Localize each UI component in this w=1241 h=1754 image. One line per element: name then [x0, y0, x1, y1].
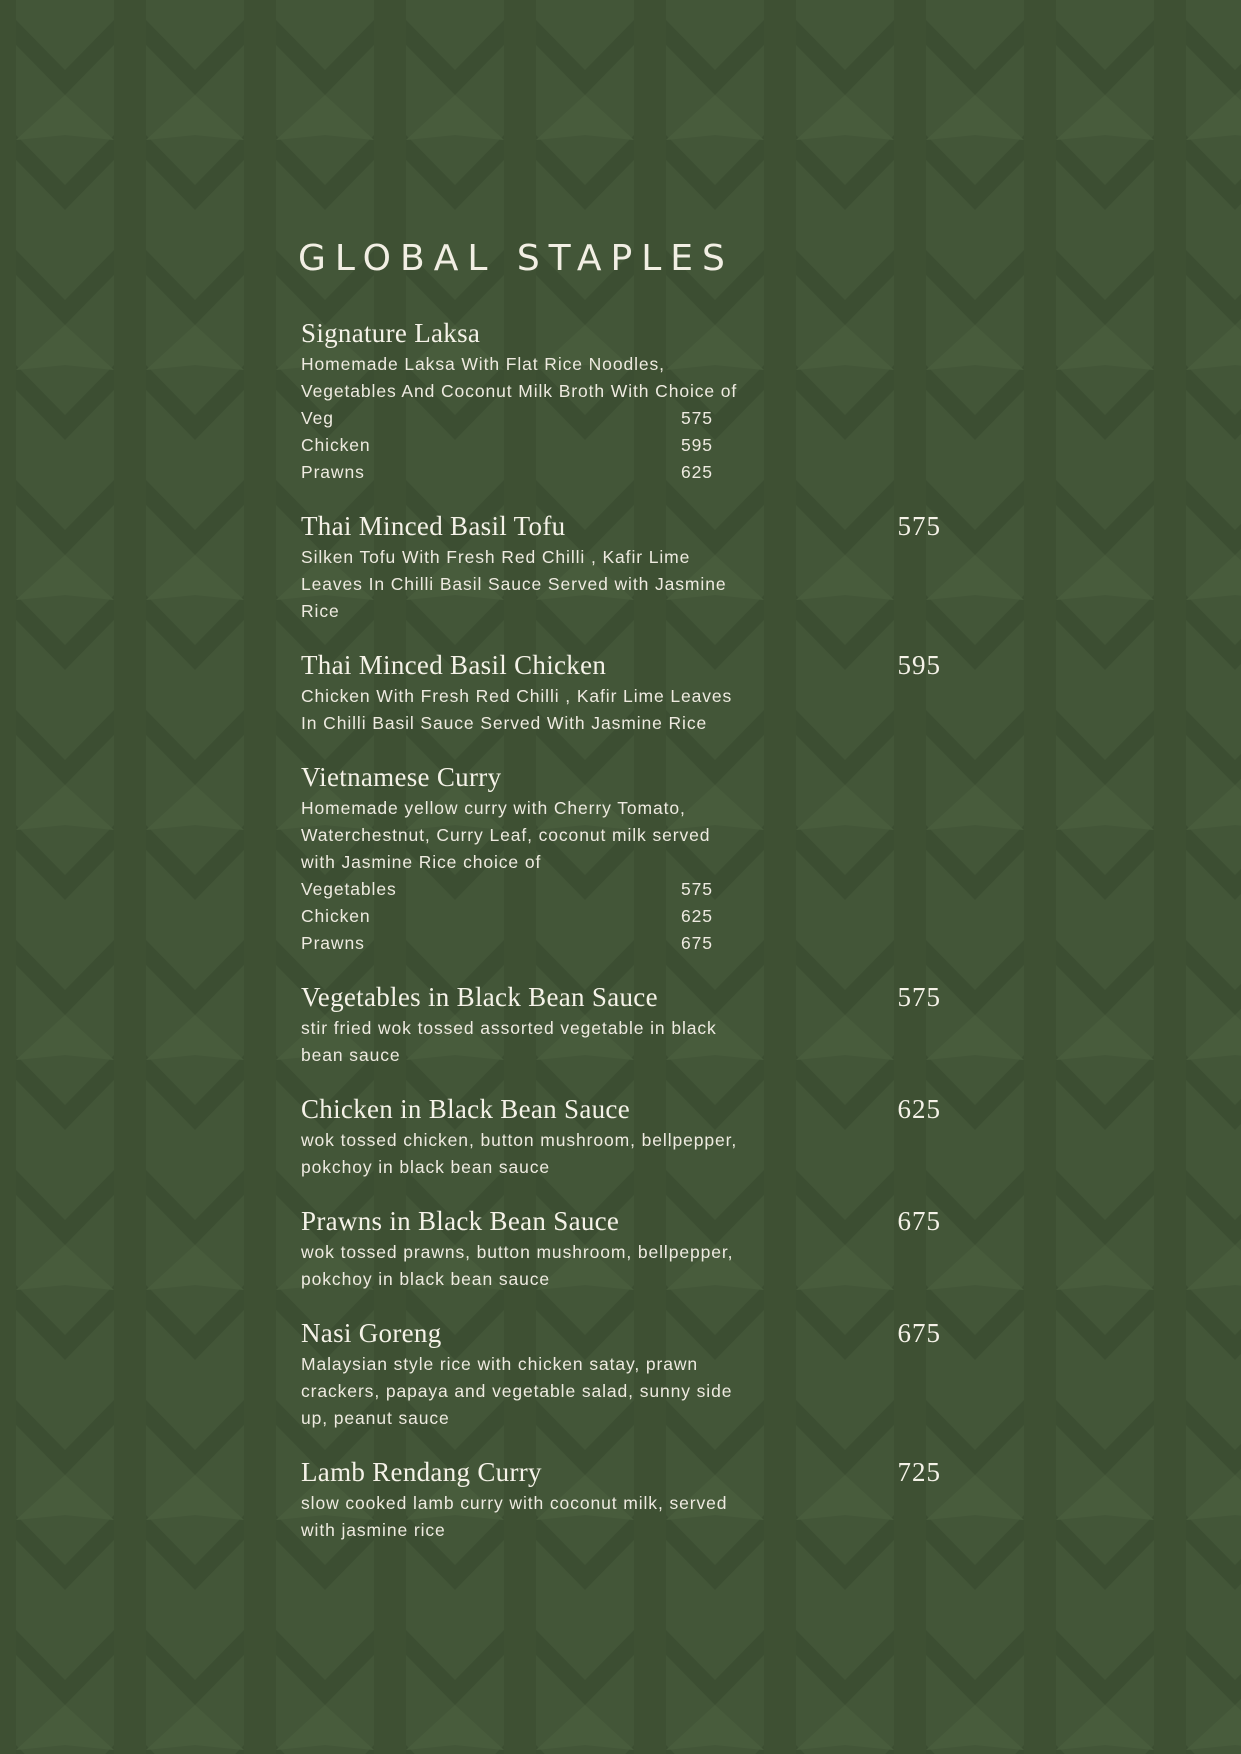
menu-option-label: Vegetables	[301, 879, 397, 899]
menu-item-price: 575	[897, 511, 941, 541]
menu-item-name: Lamb Rendang Curry	[301, 1457, 542, 1487]
menu-option-price: 575	[681, 408, 713, 428]
menu-item-header	[301, 508, 941, 544]
menu-item-description	[301, 1239, 841, 1293]
menu-item-description	[301, 544, 841, 625]
description-line: with Jasmine Rice choice of	[301, 852, 542, 872]
description-line: wok tossed prawns, button mushroom, bellpepper,	[301, 1242, 734, 1262]
description-line: Leaves In Chilli Basil Sauce Served with Jasmine	[301, 574, 727, 594]
menu-item-name: Signature Laksa	[301, 318, 481, 348]
menu-item	[301, 759, 941, 957]
menu-item-header	[301, 315, 941, 351]
menu-item	[301, 1315, 941, 1432]
menu-item-price: 575	[897, 982, 941, 1012]
menu-item-description	[301, 683, 841, 737]
menu-item-header	[301, 1091, 941, 1127]
menu-item	[301, 508, 941, 625]
menu-item-name: Nasi Goreng	[301, 1318, 442, 1348]
description-line: slow cooked lamb curry with coconut milk, served	[301, 1493, 728, 1513]
menu-item-price: 675	[897, 1318, 941, 1348]
menu-option	[301, 930, 941, 957]
menu-item-description	[301, 1015, 841, 1069]
menu-item	[301, 1454, 941, 1544]
description-line: Silken Tofu With Fresh Red Chilli , Kafir Lime	[301, 547, 691, 567]
menu-item-description	[301, 1490, 841, 1544]
menu-option	[301, 405, 941, 432]
menu-item-price: 725	[897, 1457, 941, 1487]
menu-item-header	[301, 1315, 941, 1351]
menu-item-price: 625	[897, 1094, 941, 1124]
menu-option	[301, 432, 941, 459]
menu-item-price: 675	[897, 1206, 941, 1236]
menu-option-label: Chicken	[301, 906, 371, 926]
description-line: Waterchestnut, Curry Leaf, coconut milk served	[301, 825, 711, 845]
description-line: Vegetables And Coconut Milk Broth With Choice of	[301, 381, 738, 401]
menu-item-name: Vegetables in Black Bean Sauce	[301, 982, 658, 1012]
menu-item-header	[301, 647, 941, 683]
menu-option-price: 625	[681, 462, 713, 482]
menu-option-price: 625	[681, 906, 713, 926]
menu-item-description	[301, 795, 841, 876]
menu-option-price: 575	[681, 879, 713, 899]
menu-item	[301, 1091, 941, 1181]
menu-option-label: Prawns	[301, 933, 365, 953]
description-line: bean sauce	[301, 1045, 401, 1065]
menu-option-price: 675	[681, 933, 713, 953]
menu-item-description	[301, 1127, 841, 1181]
description-line: wok tossed chicken, button mushroom, bellpepper,	[301, 1130, 738, 1150]
menu-items	[301, 315, 941, 1566]
description-line: pokchoy in black bean sauce	[301, 1269, 551, 1289]
menu-item-name: Chicken in Black Bean Sauce	[301, 1094, 631, 1124]
menu-item-price: 595	[897, 650, 941, 680]
menu-item	[301, 1203, 941, 1293]
menu-option	[301, 459, 941, 486]
menu-item-header	[301, 759, 941, 795]
menu-item-description	[301, 1351, 841, 1432]
description-line: Malaysian style rice with chicken satay, prawn	[301, 1354, 699, 1374]
menu-item	[301, 647, 941, 737]
description-line: pokchoy in black bean sauce	[301, 1157, 551, 1177]
menu-option	[301, 876, 941, 903]
menu-item-header	[301, 1203, 941, 1239]
menu-item-name: Vietnamese Curry	[301, 762, 502, 792]
menu-item-header	[301, 979, 941, 1015]
section-title: GLOBAL STAPLES	[298, 238, 734, 279]
menu-item-name: Prawns in Black Bean Sauce	[301, 1206, 620, 1236]
menu-item-description	[301, 351, 841, 405]
menu-option-label: Chicken	[301, 435, 371, 455]
menu-item-name: Thai Minced Basil Chicken	[301, 650, 607, 680]
menu-option	[301, 903, 941, 930]
menu-option-price: 595	[681, 435, 713, 455]
description-line: stir fried wok tossed assorted vegetable in black	[301, 1018, 717, 1038]
description-line: crackers, papaya and vegetable salad, sunny side	[301, 1381, 733, 1401]
description-line: Homemade Laksa With Flat Rice Noodles,	[301, 354, 665, 374]
description-line: Rice	[301, 601, 340, 621]
menu-option-label: Prawns	[301, 462, 365, 482]
description-line: In Chilli Basil Sauce Served With Jasmine Rice	[301, 713, 708, 733]
description-line: with jasmine rice	[301, 1520, 446, 1540]
description-line: Homemade yellow curry with Cherry Tomato,	[301, 798, 686, 818]
menu-item-header	[301, 1454, 941, 1490]
menu-item	[301, 979, 941, 1069]
menu-item-name: Thai Minced Basil Tofu	[301, 511, 566, 541]
description-line: up, peanut sauce	[301, 1408, 450, 1428]
description-line: Chicken With Fresh Red Chilli , Kafir Lime Leaves	[301, 686, 733, 706]
menu-option-label: Veg	[301, 408, 334, 428]
menu-item	[301, 315, 941, 486]
